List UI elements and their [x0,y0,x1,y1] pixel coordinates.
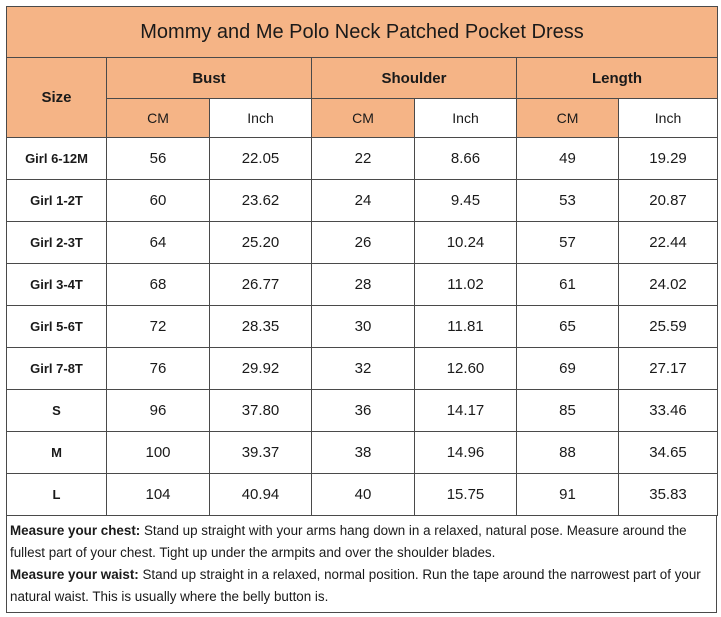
cell-length-cm: 49 [517,138,619,180]
table-row [7,348,718,390]
cell-shoulder-in: 12.60 [415,348,517,390]
shoulder-inch-header: Inch [415,99,517,138]
table-row [7,306,718,348]
cell-shoulder-in: 11.02 [415,264,517,306]
cell-shoulder-cm: 30 [312,306,415,348]
cell-bust-in: 26.77 [210,264,312,306]
cell-length-in: 34.65 [619,432,718,474]
cell-bust-cm: 96 [107,390,210,432]
cell-size: Girl 3-4T [7,264,107,306]
cell-length-in: 22.44 [619,222,718,264]
waist-note [10,564,713,608]
cell-shoulder-cm: 36 [312,390,415,432]
cell-bust-in: 25.20 [210,222,312,264]
cell-bust-in: 39.37 [210,432,312,474]
chest-note-label: Measure your chest: [10,523,141,538]
cell-bust-cm: 100 [107,432,210,474]
cell-shoulder-in: 9.45 [415,180,517,222]
size-table [6,6,718,516]
cell-size: Girl 1-2T [7,180,107,222]
table-row [7,432,718,474]
cell-bust-cm: 72 [107,306,210,348]
cell-size: Girl 2-3T [7,222,107,264]
cell-length-cm: 88 [517,432,619,474]
cell-length-cm: 53 [517,180,619,222]
cell-shoulder-cm: 22 [312,138,415,180]
length-cm-header: CM [517,99,619,138]
bust-header: Bust [107,58,312,99]
length-header: Length [517,58,718,99]
cell-shoulder-in: 14.17 [415,390,517,432]
cell-bust-cm: 64 [107,222,210,264]
cell-bust-cm: 104 [107,474,210,516]
cell-length-in: 19.29 [619,138,718,180]
cell-bust-cm: 68 [107,264,210,306]
cell-length-in: 25.59 [619,306,718,348]
cell-size: Girl 6-12M [7,138,107,180]
shoulder-cm-header: CM [312,99,415,138]
cell-bust-in: 22.05 [210,138,312,180]
cell-shoulder-cm: 24 [312,180,415,222]
length-inch-header: Inch [619,99,718,138]
chest-note [10,520,713,564]
cell-shoulder-in: 15.75 [415,474,517,516]
table-row [7,474,718,516]
table-row [7,390,718,432]
chest-note-text: Stand up straight with your arms hang down in a relaxed, natural pose. Measure around the fullest part of your chest. Tight up under the armpits and over the shoulder blades. [10,523,687,560]
cell-size: Girl 7-8T [7,348,107,390]
waist-note-text: Stand up straight in a relaxed, normal position. Run the tape around the narrowest part of your natural waist. This is usually where the belly button is. [10,567,701,604]
shoulder-header: Shoulder [312,58,517,99]
cell-shoulder-in: 8.66 [415,138,517,180]
table-row [7,264,718,306]
cell-shoulder-cm: 26 [312,222,415,264]
table-row [7,138,718,180]
cell-length-cm: 85 [517,390,619,432]
cell-bust-cm: 76 [107,348,210,390]
cell-bust-in: 23.62 [210,180,312,222]
cell-bust-in: 29.92 [210,348,312,390]
cell-bust-cm: 56 [107,138,210,180]
cell-shoulder-in: 14.96 [415,432,517,474]
cell-bust-cm: 60 [107,180,210,222]
cell-shoulder-in: 11.81 [415,306,517,348]
chart-title: Mommy and Me Polo Neck Patched Pocket Dress [7,7,718,58]
waist-note-label: Measure your waist: [10,567,139,582]
table-row [7,180,718,222]
cell-length-in: 33.46 [619,390,718,432]
cell-length-in: 24.02 [619,264,718,306]
measurement-notes [6,516,717,613]
table-row [7,222,718,264]
size-header: Size [7,58,107,138]
cell-size: L [7,474,107,516]
cell-length-cm: 65 [517,306,619,348]
cell-size: S [7,390,107,432]
size-chart [6,6,717,613]
cell-length-cm: 57 [517,222,619,264]
cell-length-cm: 69 [517,348,619,390]
bust-cm-header: CM [107,99,210,138]
cell-length-in: 27.17 [619,348,718,390]
cell-bust-in: 37.80 [210,390,312,432]
cell-shoulder-cm: 32 [312,348,415,390]
cell-size: Girl 5-6T [7,306,107,348]
cell-bust-in: 28.35 [210,306,312,348]
size-rows [7,138,718,516]
cell-length-in: 35.83 [619,474,718,516]
cell-length-cm: 61 [517,264,619,306]
cell-length-in: 20.87 [619,180,718,222]
cell-shoulder-in: 10.24 [415,222,517,264]
cell-shoulder-cm: 28 [312,264,415,306]
cell-length-cm: 91 [517,474,619,516]
bust-inch-header: Inch [210,99,312,138]
cell-bust-in: 40.94 [210,474,312,516]
cell-shoulder-cm: 40 [312,474,415,516]
cell-size: M [7,432,107,474]
cell-shoulder-cm: 38 [312,432,415,474]
